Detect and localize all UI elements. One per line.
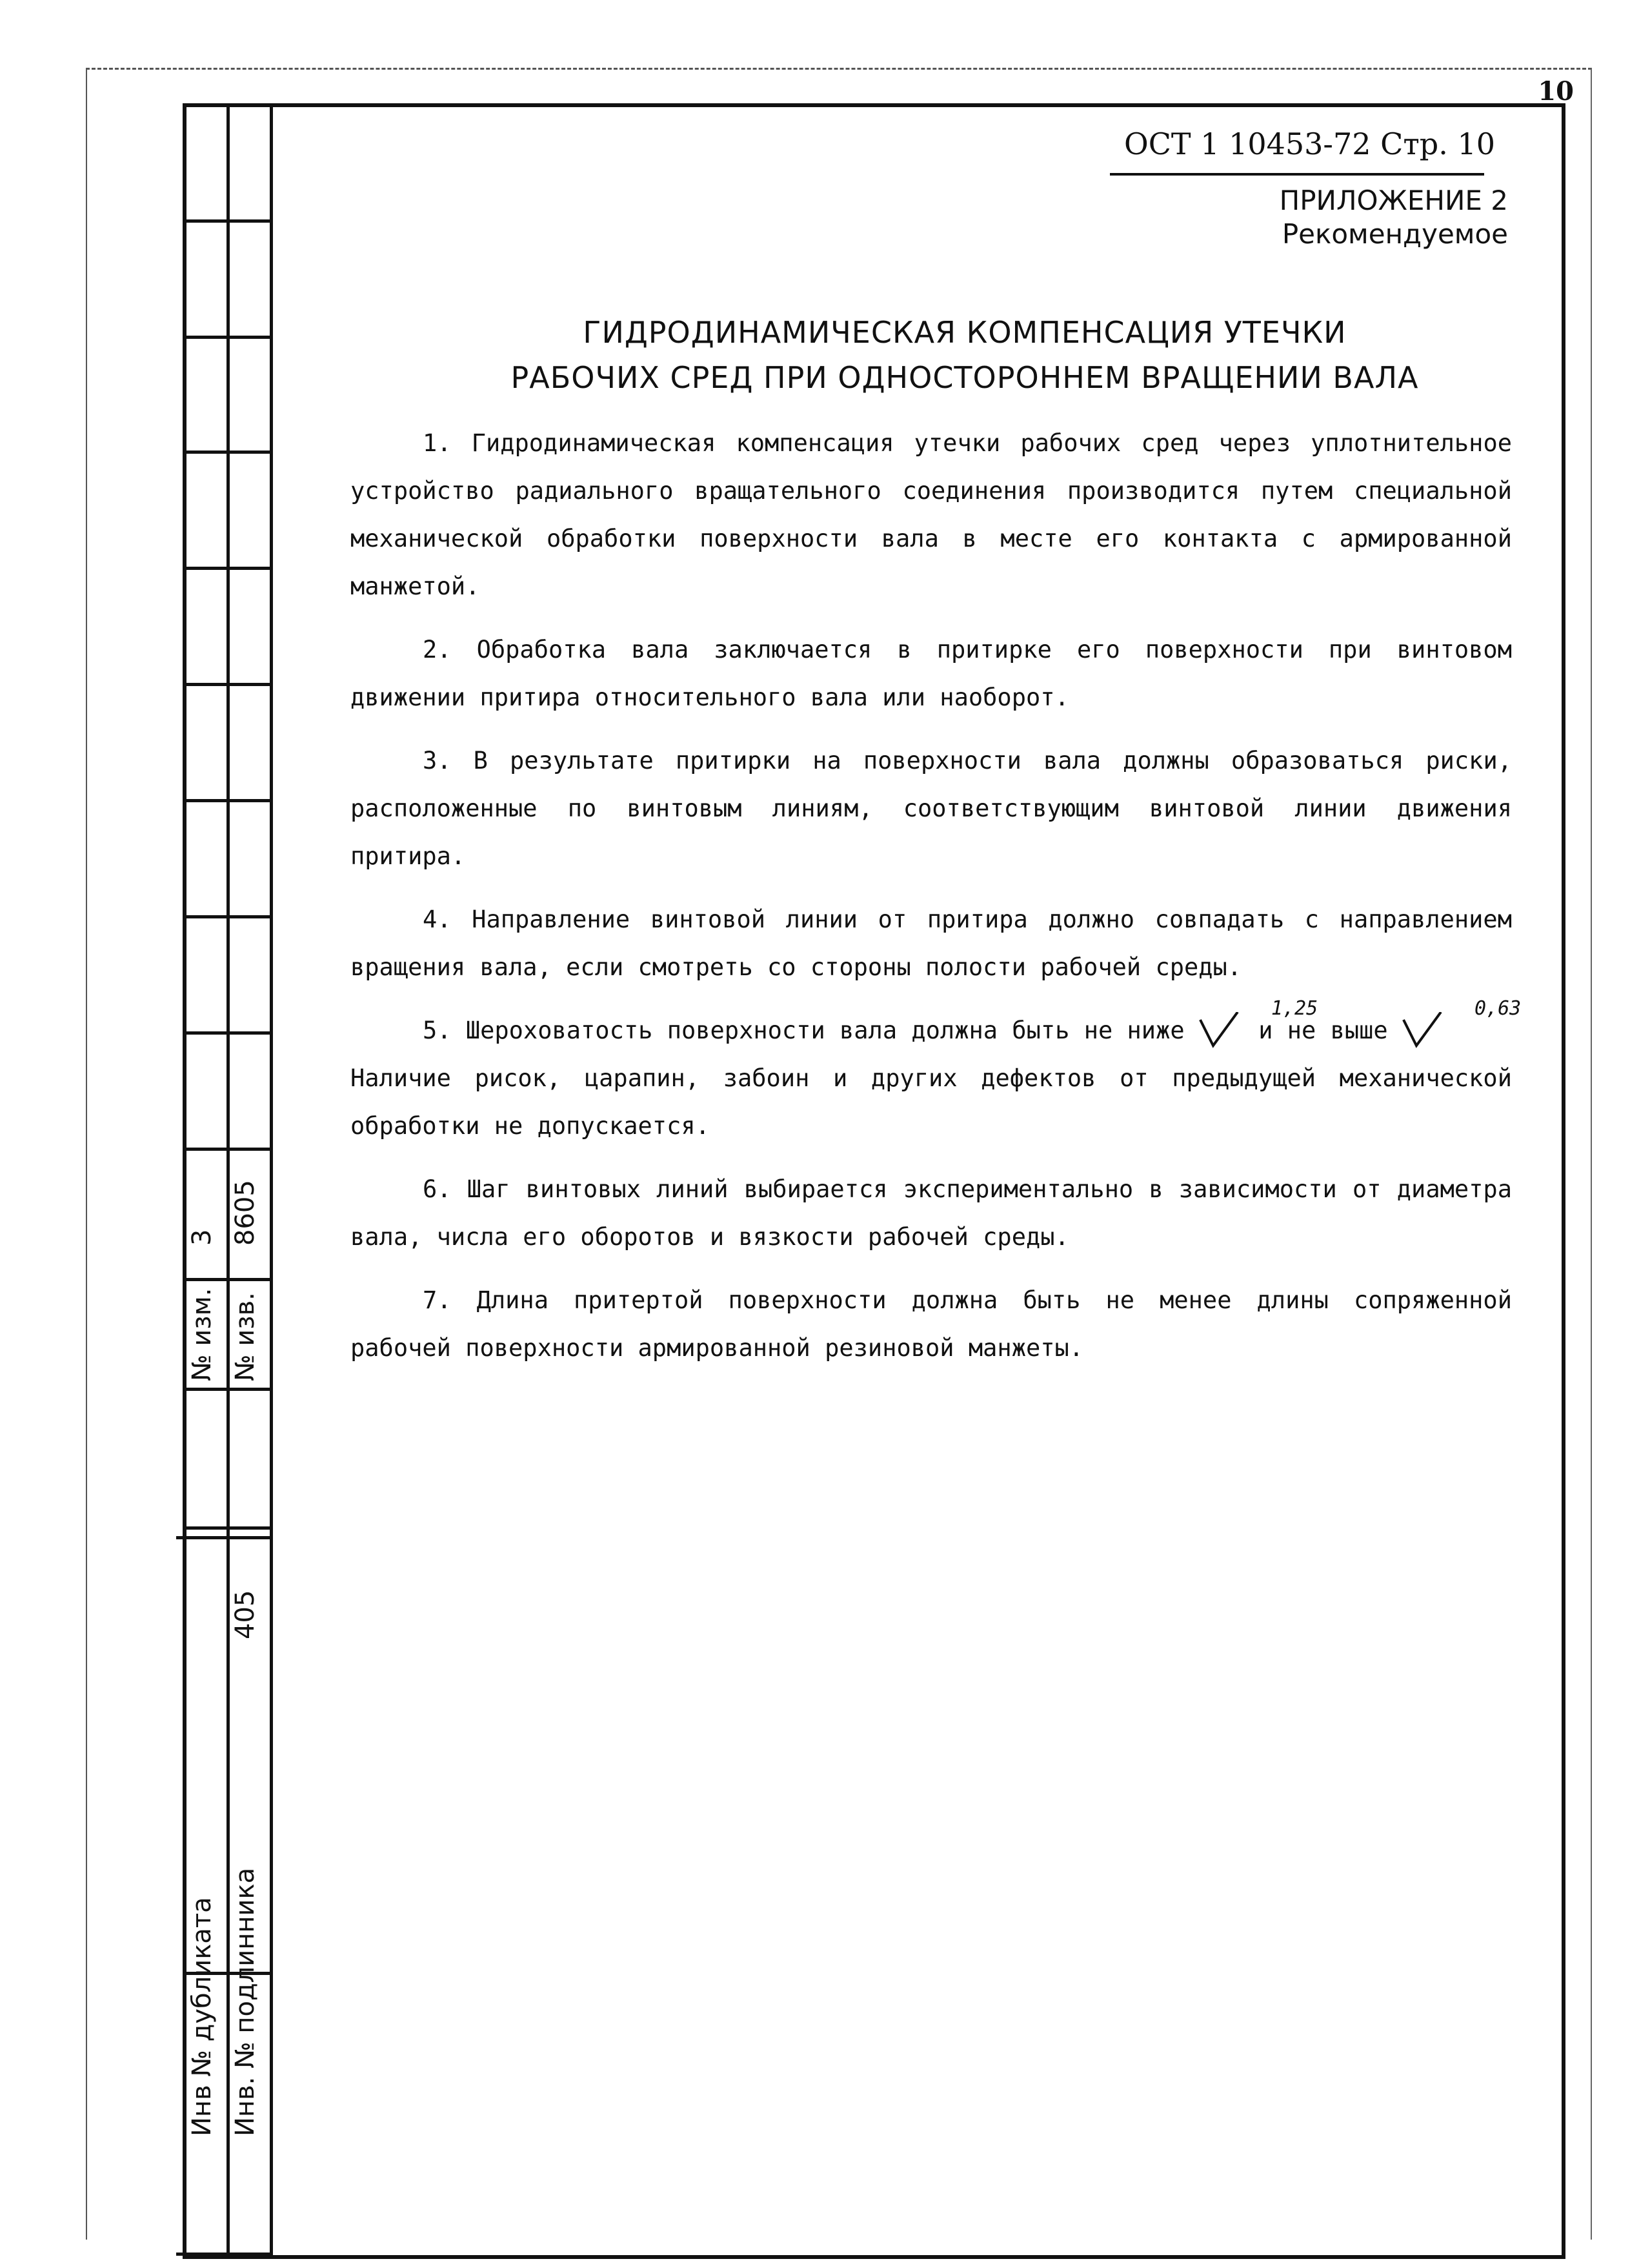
header-rule [1110, 173, 1484, 176]
paragraph-5-part-b: и не выше [1258, 1017, 1388, 1044]
document-title [361, 310, 1568, 400]
paragraph-6: 6. Шаг винтовых линий выбирается экспериментально в зависимости от диаметра вала, числа его оборотов и вязкости рабочей среды. [350, 1175, 1512, 1251]
inv-original-label: Инв. № подлинника [230, 1867, 260, 2136]
paragraph-4: 4. Направление винтовой линии от притира должно совпадать с направлением вращения вала, если смотреть со стороны полости рабочей среды. [350, 906, 1512, 981]
stamp-line [183, 567, 270, 570]
title-line-1: ГИДРОДИНАМИЧЕСКАЯ КОМПЕНСАЦИЯ УТЕЧКИ [583, 315, 1347, 350]
notice-number-value: 8605 [230, 1180, 260, 1246]
stamp-line [183, 1526, 270, 1530]
paragraph-2: 2. Обработка вала заключается в притирке его поверхности при винтовом движении притира относительного вала или наоборот. [350, 636, 1512, 711]
roughness-min-symbol [1199, 997, 1318, 1048]
stamp-line [183, 336, 270, 339]
change-number-value: 3 [187, 1229, 217, 1246]
sheet-number: 10 [1538, 76, 1574, 106]
appendix-type: Рекомендуемое [1282, 218, 1508, 250]
paragraph-1: 1. Гидродинамическая компенсация утечки рабочих сред через уплотнительное устройство радиального вращательного соединения производится путем специальной механической обработки поверхности вала в месте его контакта с армированной манжетой. [350, 429, 1512, 600]
stamp-line [183, 1388, 270, 1391]
notice-number-label: № изв. [230, 1292, 260, 1381]
document-body [350, 420, 1522, 1388]
change-number-label: № изм. [187, 1288, 217, 1381]
title-line-2: РАБОЧИХ СРЕД ПРИ ОДНОСТОРОННЕМ ВРАЩЕНИИ ВАЛА [510, 360, 1419, 395]
paragraph-5-part-a: 5. Шероховатость поверхности вала должна быть не ниже [423, 1017, 1185, 1044]
roughness-check-icon [1199, 1012, 1244, 1051]
inv-original-value: 405 [230, 1590, 260, 1639]
appendix-title: ПРИЛОЖЕНИЕ 2 [1279, 185, 1508, 216]
stamp-line [183, 915, 270, 918]
paragraph-5 [350, 997, 1522, 1055]
roughness-max-value: 0,63 [1474, 997, 1522, 1020]
appendix-block [1280, 184, 1508, 251]
stamp-line [226, 103, 230, 2259]
stamp-line [183, 799, 270, 802]
paragraph-3: 3. В результате притирки на поверхности вала должны образоваться риски, расположенные по винтовым линиям, соответствующим винтовой линии движения притира. [350, 747, 1512, 870]
inv-duplicate-label: Инв № дубликата [187, 1897, 217, 2136]
stamp-line [183, 1278, 270, 1281]
stamp-line [270, 103, 273, 2259]
stamp-line [176, 1536, 270, 1539]
stamp-line [183, 103, 186, 2259]
stamp-line [176, 2253, 270, 2256]
stamp-line [183, 219, 270, 223]
roughness-check-icon [1402, 1012, 1447, 1051]
paragraph-7: 7. Длина притертой поверхности должна быть не менее длины сопряженной рабочей поверхности армированной резиновой манжеты. [350, 1286, 1512, 1362]
stamp-line [183, 451, 270, 454]
standard-code: ОСТ 1 10453-72 Стр. 10 [1124, 127, 1495, 161]
roughness-max-symbol [1402, 997, 1522, 1048]
roughness-min-value: 1,25 [1271, 997, 1318, 1020]
stamp-line [183, 1031, 270, 1035]
stamp-line [183, 683, 270, 686]
paragraph-5-continuation: Наличие рисок, царапин, забоин и других дефектов от предыдущей механической обработки не допускается. [350, 1064, 1512, 1140]
stamp-line [183, 1148, 270, 1151]
